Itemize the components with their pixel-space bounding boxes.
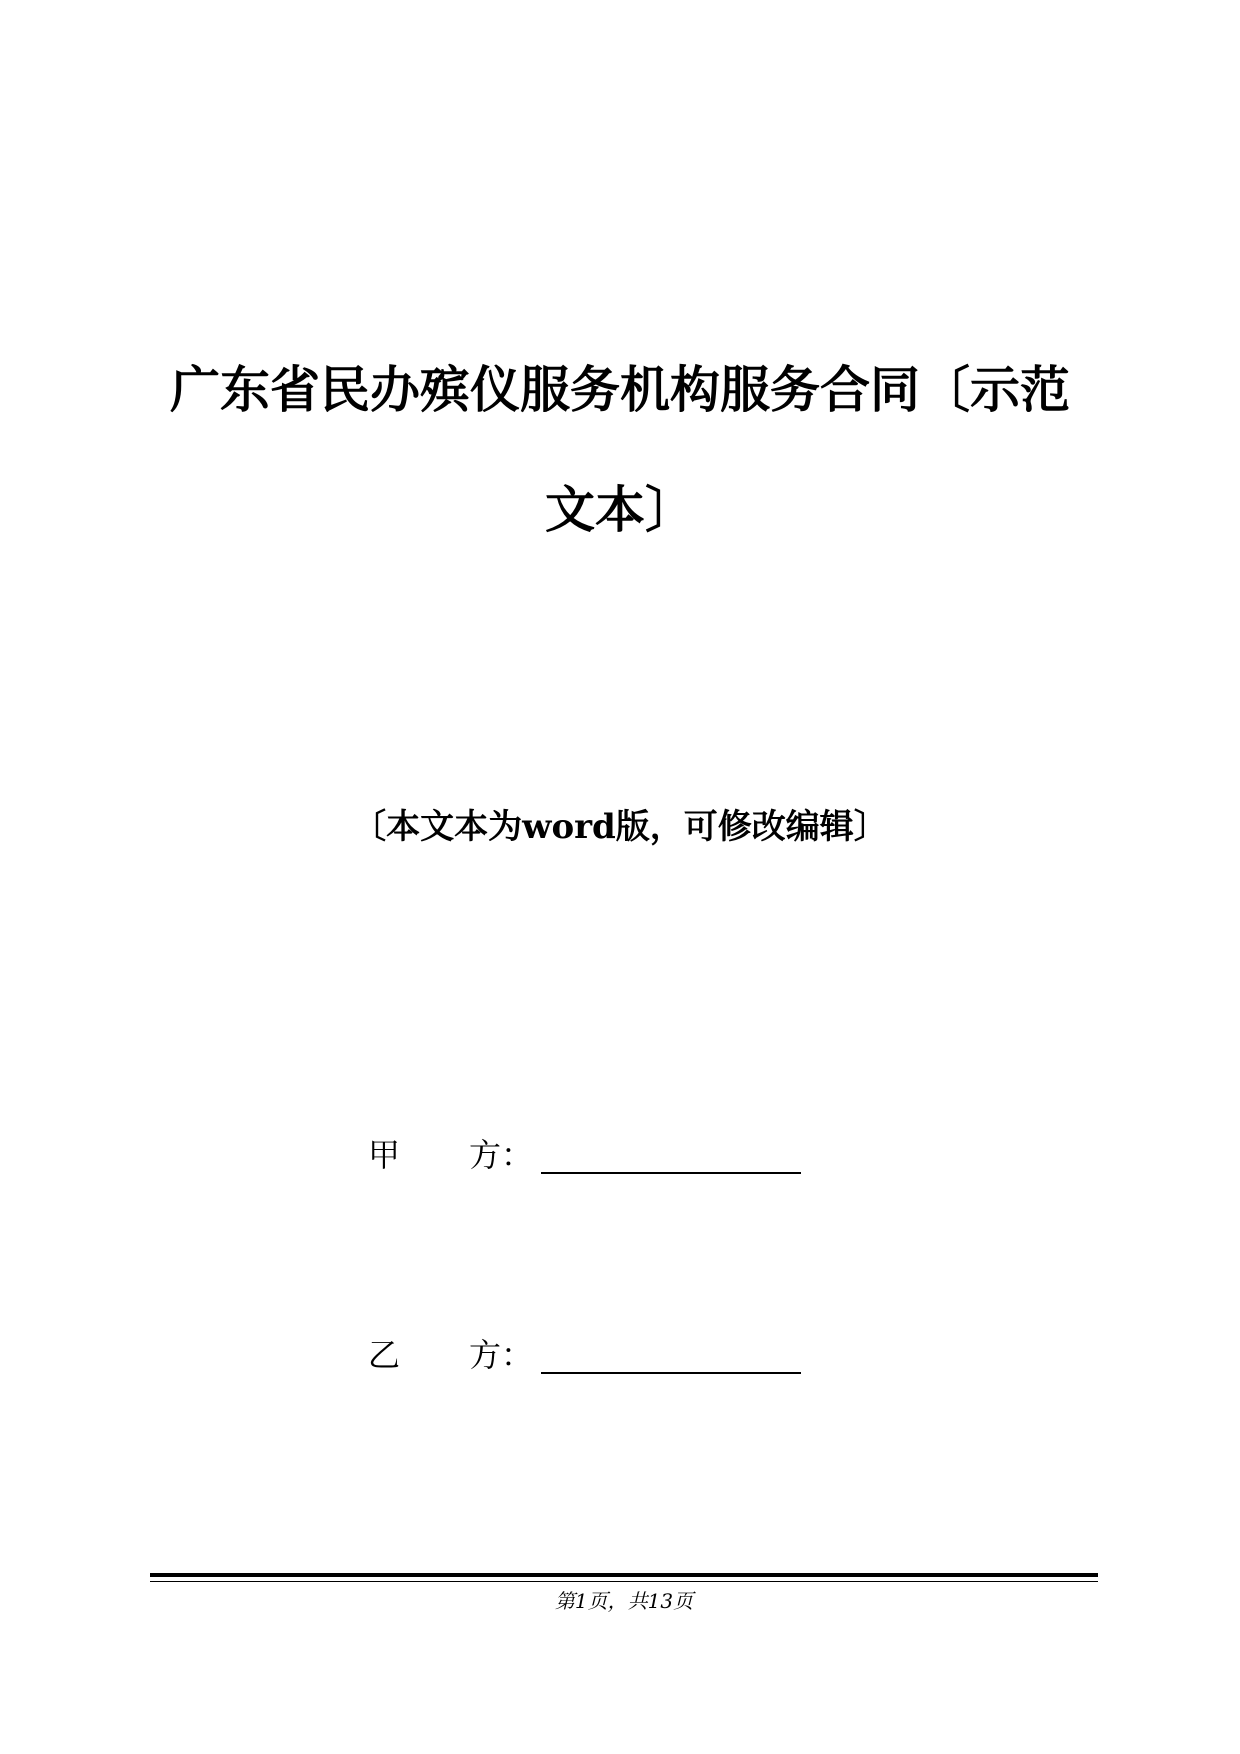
party-b-label-suffix: 方：	[469, 1336, 534, 1374]
party-a-label-suffix: 方：	[469, 1136, 534, 1174]
document-title-line-2: 文本〕	[545, 480, 695, 539]
footer-divider-thin	[150, 1581, 1098, 1582]
party-a-blank-line[interactable]	[541, 1172, 801, 1174]
party-b-label: 乙	[368, 1336, 401, 1374]
party-b-blank-line[interactable]	[541, 1372, 801, 1374]
party-a-label: 甲	[368, 1136, 401, 1174]
document-subtitle: 〔本文本为word版，可修改编辑〕	[352, 807, 888, 847]
party-a-row	[368, 1135, 808, 1175]
footer-divider-thick	[150, 1573, 1098, 1577]
party-b-row	[368, 1335, 808, 1375]
page-footer: 第1页，共13页	[554, 1589, 694, 1613]
document-title-line-1: 广东省民办殡仪服务机构服务合同〔示范	[170, 360, 1070, 419]
document-title	[150, 360, 1090, 539]
